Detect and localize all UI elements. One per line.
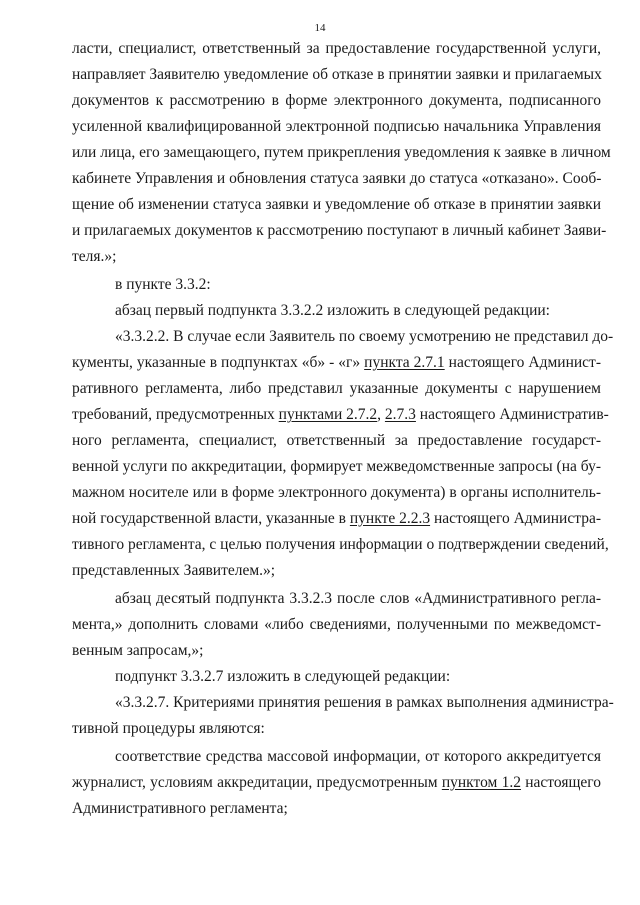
- text-line: «3.3.2.2. В случае если Заявитель по своему усмотрению не представил до-: [115, 328, 614, 345]
- link-punkt-2-7-3[interactable]: 2.7.3: [384, 406, 416, 423]
- text-line: абзац десятый подпункта 3.3.2.3 после слов «Административного регла-: [115, 590, 601, 607]
- text-line: или лица, его замещающего, путем прикрепления уведомления к заявке в личном: [72, 144, 611, 161]
- text-line: щение об изменении статуса заявки и уведомление об отказе в принятии заявки: [72, 196, 601, 213]
- text-line: требований, предусмотренных пунктами 2.7.2, 2.7.3 настоящего Административ-: [72, 406, 609, 423]
- text-line: венной услуги по аккредитации, формирует межведомственные запросы (на бу-: [72, 458, 601, 475]
- page-number: 14: [314, 22, 326, 34]
- text-line: ного регламента, специалист, ответственный за предоставление государст-: [72, 432, 601, 449]
- text-line: абзац первый подпункта 3.3.2.2 изложить в следующей редакции:: [115, 302, 550, 319]
- text-line: тивного регламента, с целью получения информации о подтверждении сведений,: [72, 536, 609, 553]
- text-line: представленных Заявителем.»;: [72, 562, 276, 579]
- link-punkt-1-2[interactable]: пунктом 1.2: [441, 774, 521, 791]
- text-line: и прилагаемых документов к рассмотрению поступают в личный кабинет Заяви-: [72, 222, 607, 239]
- link-punkty-2-7-2[interactable]: пунктами 2.7.2: [278, 406, 378, 423]
- link-punkt-2-7-1[interactable]: пункта 2.7.1: [364, 354, 445, 371]
- text-line: кументы, указанные в подпунктах «б» - «г» пункта 2.7.1 настоящего Админист-: [72, 354, 601, 371]
- text-line: мажном носителе или в форме электронного документа) в органы исполнитель-: [72, 484, 601, 501]
- text-line: журналист, условиям аккредитации, предусмотренным пунктом 1.2 настоящего: [72, 774, 602, 791]
- text-line: ративного регламента, либо представил указанные документы с нарушением: [72, 380, 601, 397]
- text-line: в пункте 3.3.2:: [115, 276, 211, 293]
- text-line: «3.3.2.7. Критериями принятия решения в рамках выполнения администра-: [115, 694, 614, 711]
- text-line: Административного регламента;: [72, 800, 288, 817]
- text-line: соответствие средства массовой информации, от которого аккредитуется: [115, 748, 601, 765]
- text-line: документов к рассмотрению в форме электронного документа, подписанного: [72, 92, 601, 109]
- text-line: теля.»;: [72, 248, 117, 265]
- text-line: мента,» дополнить словами «либо сведениями, полученными по межведомст-: [72, 616, 601, 633]
- text-line: ласти, специалист, ответственный за предоставление государственной услуги,: [72, 40, 601, 57]
- text-line: кабинете Управления и обновления статуса заявки до статуса «отказано». Сооб-: [72, 170, 602, 187]
- text-line: ной государственной власти, указанные в пункте 2.2.3 настоящего Администра-: [72, 510, 601, 527]
- text-line: направляет Заявителю уведомление об отказе в принятии заявки и прилагаемых: [72, 66, 602, 83]
- text-line: усиленной квалифицированной электронной подписью начальника Управления: [72, 118, 601, 135]
- text-line: тивной процедуры являются:: [72, 720, 265, 737]
- text-line: подпункт 3.3.2.7 изложить в следующей редакции:: [115, 668, 451, 685]
- text-line: венным запросам,»;: [72, 642, 204, 659]
- link-punkt-2-2-3[interactable]: пункте 2.2.3: [349, 510, 431, 527]
